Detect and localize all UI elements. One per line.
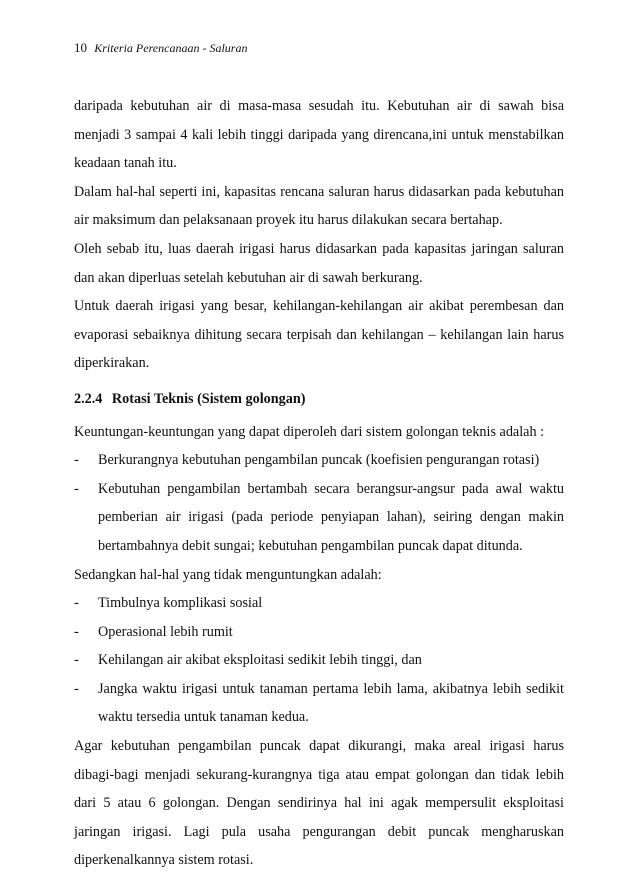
paragraph: daripada kebutuhan air di masa-masa sesudah itu. Kebutuhan air di sawah bisa menjadi 3 sampai 4 kali lebih tinggi daripada yang direncana,ini untuk menstabilkan keadaan tanah itu. (74, 98, 564, 172)
section-number: 2.2.4 (74, 390, 103, 407)
page-body (74, 92, 564, 875)
closing-paragraph: Agar kebutuhan pengambilan puncak dapat dikurangi, maka areal irigasi harus dibagi-bagi menjadi sekurang-kurangnya tiga atau empat golongan dan tidak lebih dari 5 atau 6 golongan. Dengan sendirinya hal ini agak mempersulit eksploitasi jaringan irigasi. Lagi pula usaha pengurangan debit puncak mengharuskan diperkenalkannya sistem rotasi. (74, 738, 564, 869)
bullet-dash: - (74, 652, 79, 669)
list-item (74, 618, 564, 647)
page-number: 10 (74, 40, 87, 55)
page-header (74, 40, 247, 56)
bullet-dash: - (74, 595, 79, 612)
list-item (74, 589, 564, 618)
list-item (74, 675, 564, 732)
list-item-text: Kehilangan air akibat eksploitasi sedikit lebih tinggi, dan (98, 652, 422, 669)
bullet-dash: - (74, 680, 79, 697)
list-item-text: Jangka waktu irigasi untuk tanaman pertama lebih lama, akibatnya lebih sedikit waktu tersedia untuk tanaman kedua. (98, 680, 564, 726)
paragraph: Oleh sebab itu, luas daerah irigasi harus didasarkan pada kapasitas jaringan saluran dan akan diperluas setelah kebutuhan air di sawah berkurang. (74, 240, 564, 286)
list-item (74, 646, 564, 675)
bullet-dash: - (74, 623, 79, 640)
list-item-text: Timbulnya komplikasi sosial (98, 595, 263, 612)
list-item (74, 446, 564, 475)
list-item-text: Kebutuhan pengambilan bertambah secara berangsur-angsur pada awal waktu pemberian air irigasi (pada periode penyiapan lahan), seiring dengan makin bertambahnya debit sungai; kebutuhan pengambilan puncak dapat ditunda. (98, 480, 564, 554)
list-item (74, 475, 564, 561)
list-item-text: Operasional lebih rumit (98, 623, 233, 640)
bullet-dash: - (74, 452, 79, 469)
section-heading (74, 385, 564, 414)
list-item-text: Berkurangnya kebutuhan pengambilan puncak (koefisien pengurangan rotasi) (98, 452, 540, 469)
disadvantages-intro: Sedangkan hal-hal yang tidak menguntungkan adalah: (74, 566, 382, 583)
running-title: Kriteria Perencanaan - Saluran (94, 41, 248, 55)
section-title: Rotasi Teknis (Sistem golongan) (111, 390, 306, 407)
paragraph: Dalam hal-hal seperti ini, kapasitas rencana saluran harus didasarkan pada kebutuhan air maksimum dan pelaksanaan proyek itu harus dilakukan secara bertahap. (74, 183, 564, 229)
paragraph: Untuk daerah irigasi yang besar, kehilangan-kehilangan air akibat perembesan dan evaporasi sebaiknya dihitung secara terpisah dan kehilangan – kehilangan lain harus diperkirakan. (74, 298, 564, 372)
advantages-intro: Keuntungan-keuntungan yang dapat diperoleh dari sistem golongan teknis adalah : (74, 423, 545, 440)
bullet-dash: - (74, 480, 79, 497)
